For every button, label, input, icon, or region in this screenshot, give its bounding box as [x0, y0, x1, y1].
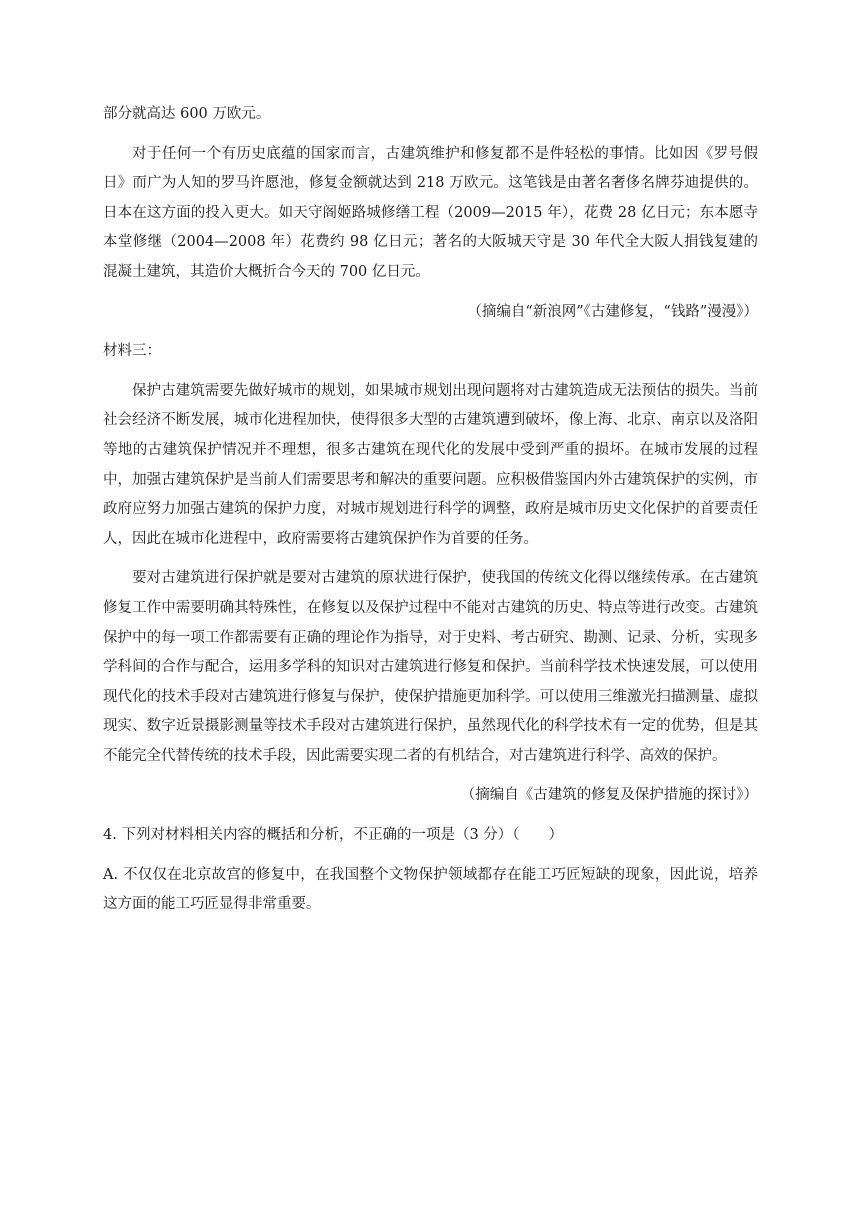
paragraph-urban-planning: 保护古建筑需要先做好城市的规划，如果城市规划出现问题将对古建筑造成无法预估的损失。当前社会经济不断发展，城市化进程加快，使得很多大型的古建筑遭到破坏，像上海、北京、南京以及洛阳等地的古建筑保护情况并不理想，很多古建筑在现代化的发展中受到严重的损坏。在城市发展的过程中，加强古建筑保护是当前人们需要思考和解决的重要问题。应积极借鉴国内外古建筑保护的实例，市政府应努力加强古建筑的保护力度，对城市规划进行科学的调整，政府是城市历史文化保护的首要责任人，因此在城市化进程中，政府需要将古建筑保护作为首要的任务。 [103, 382, 758, 547]
question-4: 4. 下列对材料相关内容的概括和分析，不正确的一项是（3 分）（ ） [103, 827, 564, 844]
option-a: A. 不仅仅在北京故宫的修复中，在我国整个文物保护领域都存在能工巧匠短缺的现象，因此说，培养这方面的能工巧匠显得非常重要。 [103, 866, 758, 913]
source-citation-2: （摘编自“新浪网”《古建修复，“钱路”漫漫》） [467, 303, 758, 320]
source-citation-3: （摘编自《古建筑的修复及保护措施的探讨》） [460, 787, 758, 804]
paragraph-protection-methods: 要对古建筑进行保护就是要对古建筑的原状进行保护，使我国的传统文化得以继续传承。在古建筑修复工作中需要明确其特殊性，在修复以及保护过程中不能对古建筑的历史、特点等进行改变。古建筑保护中的每一项工作都需要有正确的理论作为指导，对于史料、考古研究、勘测、记录、分析，实现多学科间的合作与配合，运用多学科的知识对古建筑进行修复和保护。当前科学技术快速发展，可以使用现代化的技术手段对古建筑进行修复与保护，使保护措施更加科学。可以使用三维激光扫描测量、虚拟现实、数字近景摄影测量等技术手段对古建筑进行保护，虽然现代化的科学技术有一定的优势，但是其不能完全代替传统的技术手段，因此需要实现二者的有机结合，对古建筑进行科学、高效的保护。 [103, 570, 758, 764]
paragraph-restoration-costs: 对于任何一个有历史底蕴的国家而言，古建筑维护和修复都不是件轻松的事情。比如因《罗号假日》而广为人知的罗马许愿池，修复金额就达到 218 万欧元。这笔钱是由著名奢侈名牌芬迪提供的。日本在这方面的投入更大。如天守阁姬路城修缮工程（2009—2015 年），花费 28 亿日元；东本愿寺本堂修继（2004—2008 年）花费约 98 亿日元；著名的大阪城天守是 30 年代全大阪人捐钱复建的混凝土建筑，其造价大概折合今天的 700 亿日元。 [103, 145, 758, 280]
paragraph-continuation: 部分就高达 600 万欧元。 [103, 106, 271, 122]
document-page [103, 100, 758, 920]
section-heading-material-3: 材料三： [103, 343, 161, 360]
